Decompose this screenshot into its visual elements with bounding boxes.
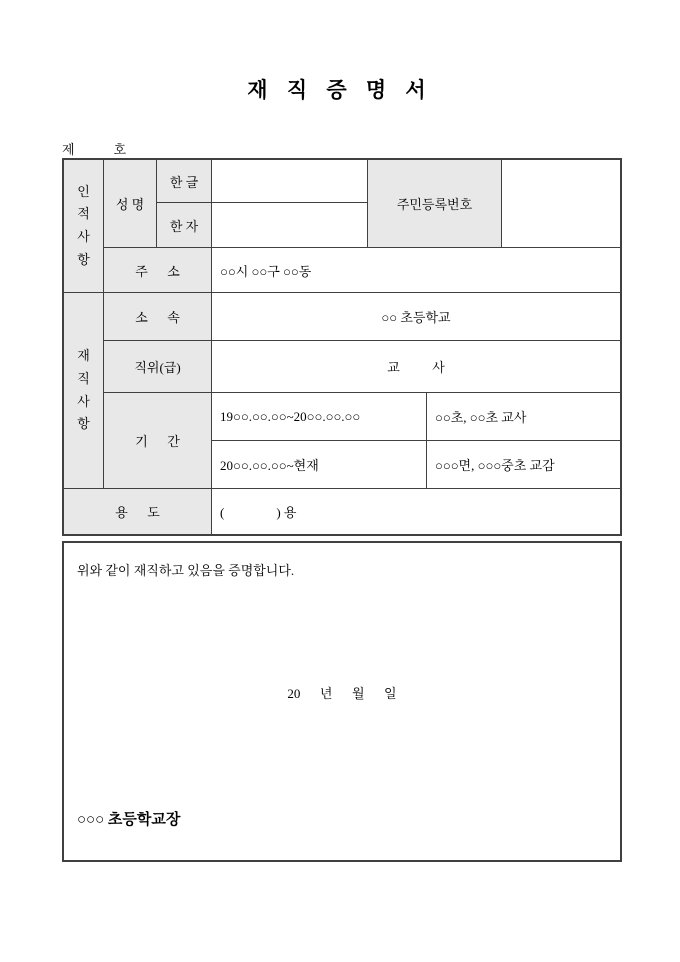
position-value: 교 사 bbox=[212, 341, 620, 392]
name-hanja-field bbox=[212, 203, 367, 247]
purpose-label: 용 도 bbox=[64, 489, 211, 534]
address-label: 주 소 bbox=[104, 248, 211, 292]
certify-statement: 위와 같이 재직하고 있음을 증명합니다. bbox=[77, 563, 295, 578]
period-row-1-range: 19○○.○○.○○~20○○.○○.○○ bbox=[212, 393, 426, 440]
rrn-field bbox=[502, 160, 620, 247]
signer-title: ○○○ 초등학교장 bbox=[77, 812, 181, 828]
page-title: 재 직 증 명 서 bbox=[247, 78, 433, 102]
name-hangul-field bbox=[212, 160, 367, 202]
affiliation-label: 소 속 bbox=[104, 293, 211, 340]
personal-info-section-label: 인적사항 bbox=[77, 183, 90, 267]
period-row-2-career: ○○○면, ○○○중초 교감 bbox=[427, 441, 620, 488]
employment-section-label: 재직사항 bbox=[77, 348, 90, 432]
address-value: ○○시 ○○구 ○○동 bbox=[212, 248, 620, 292]
period-label: 기 간 bbox=[104, 393, 211, 488]
personal-info-section-header bbox=[64, 160, 103, 292]
period-row-2-range: 20○○.○○.○○~현재 bbox=[212, 441, 426, 488]
date-line: 20 년 월 일 bbox=[287, 686, 397, 701]
name-hanja-label: 한 자 bbox=[157, 203, 211, 247]
rrn-label: 주민등록번호 bbox=[368, 160, 501, 247]
name-hangul-label: 한 글 bbox=[157, 160, 211, 202]
certificate-form-table bbox=[62, 158, 622, 536]
name-label: 성 명 bbox=[104, 160, 156, 247]
employment-section-header bbox=[64, 293, 103, 488]
purpose-value: ( ) 용 bbox=[212, 489, 620, 534]
period-row-1-career: ○○초, ○○초 교사 bbox=[427, 393, 620, 440]
position-label: 직위(급) bbox=[104, 341, 211, 392]
doc-number: 제 호 bbox=[62, 142, 127, 157]
certification-box bbox=[62, 541, 622, 862]
affiliation-value: ○○ 초등학교 bbox=[212, 293, 620, 340]
